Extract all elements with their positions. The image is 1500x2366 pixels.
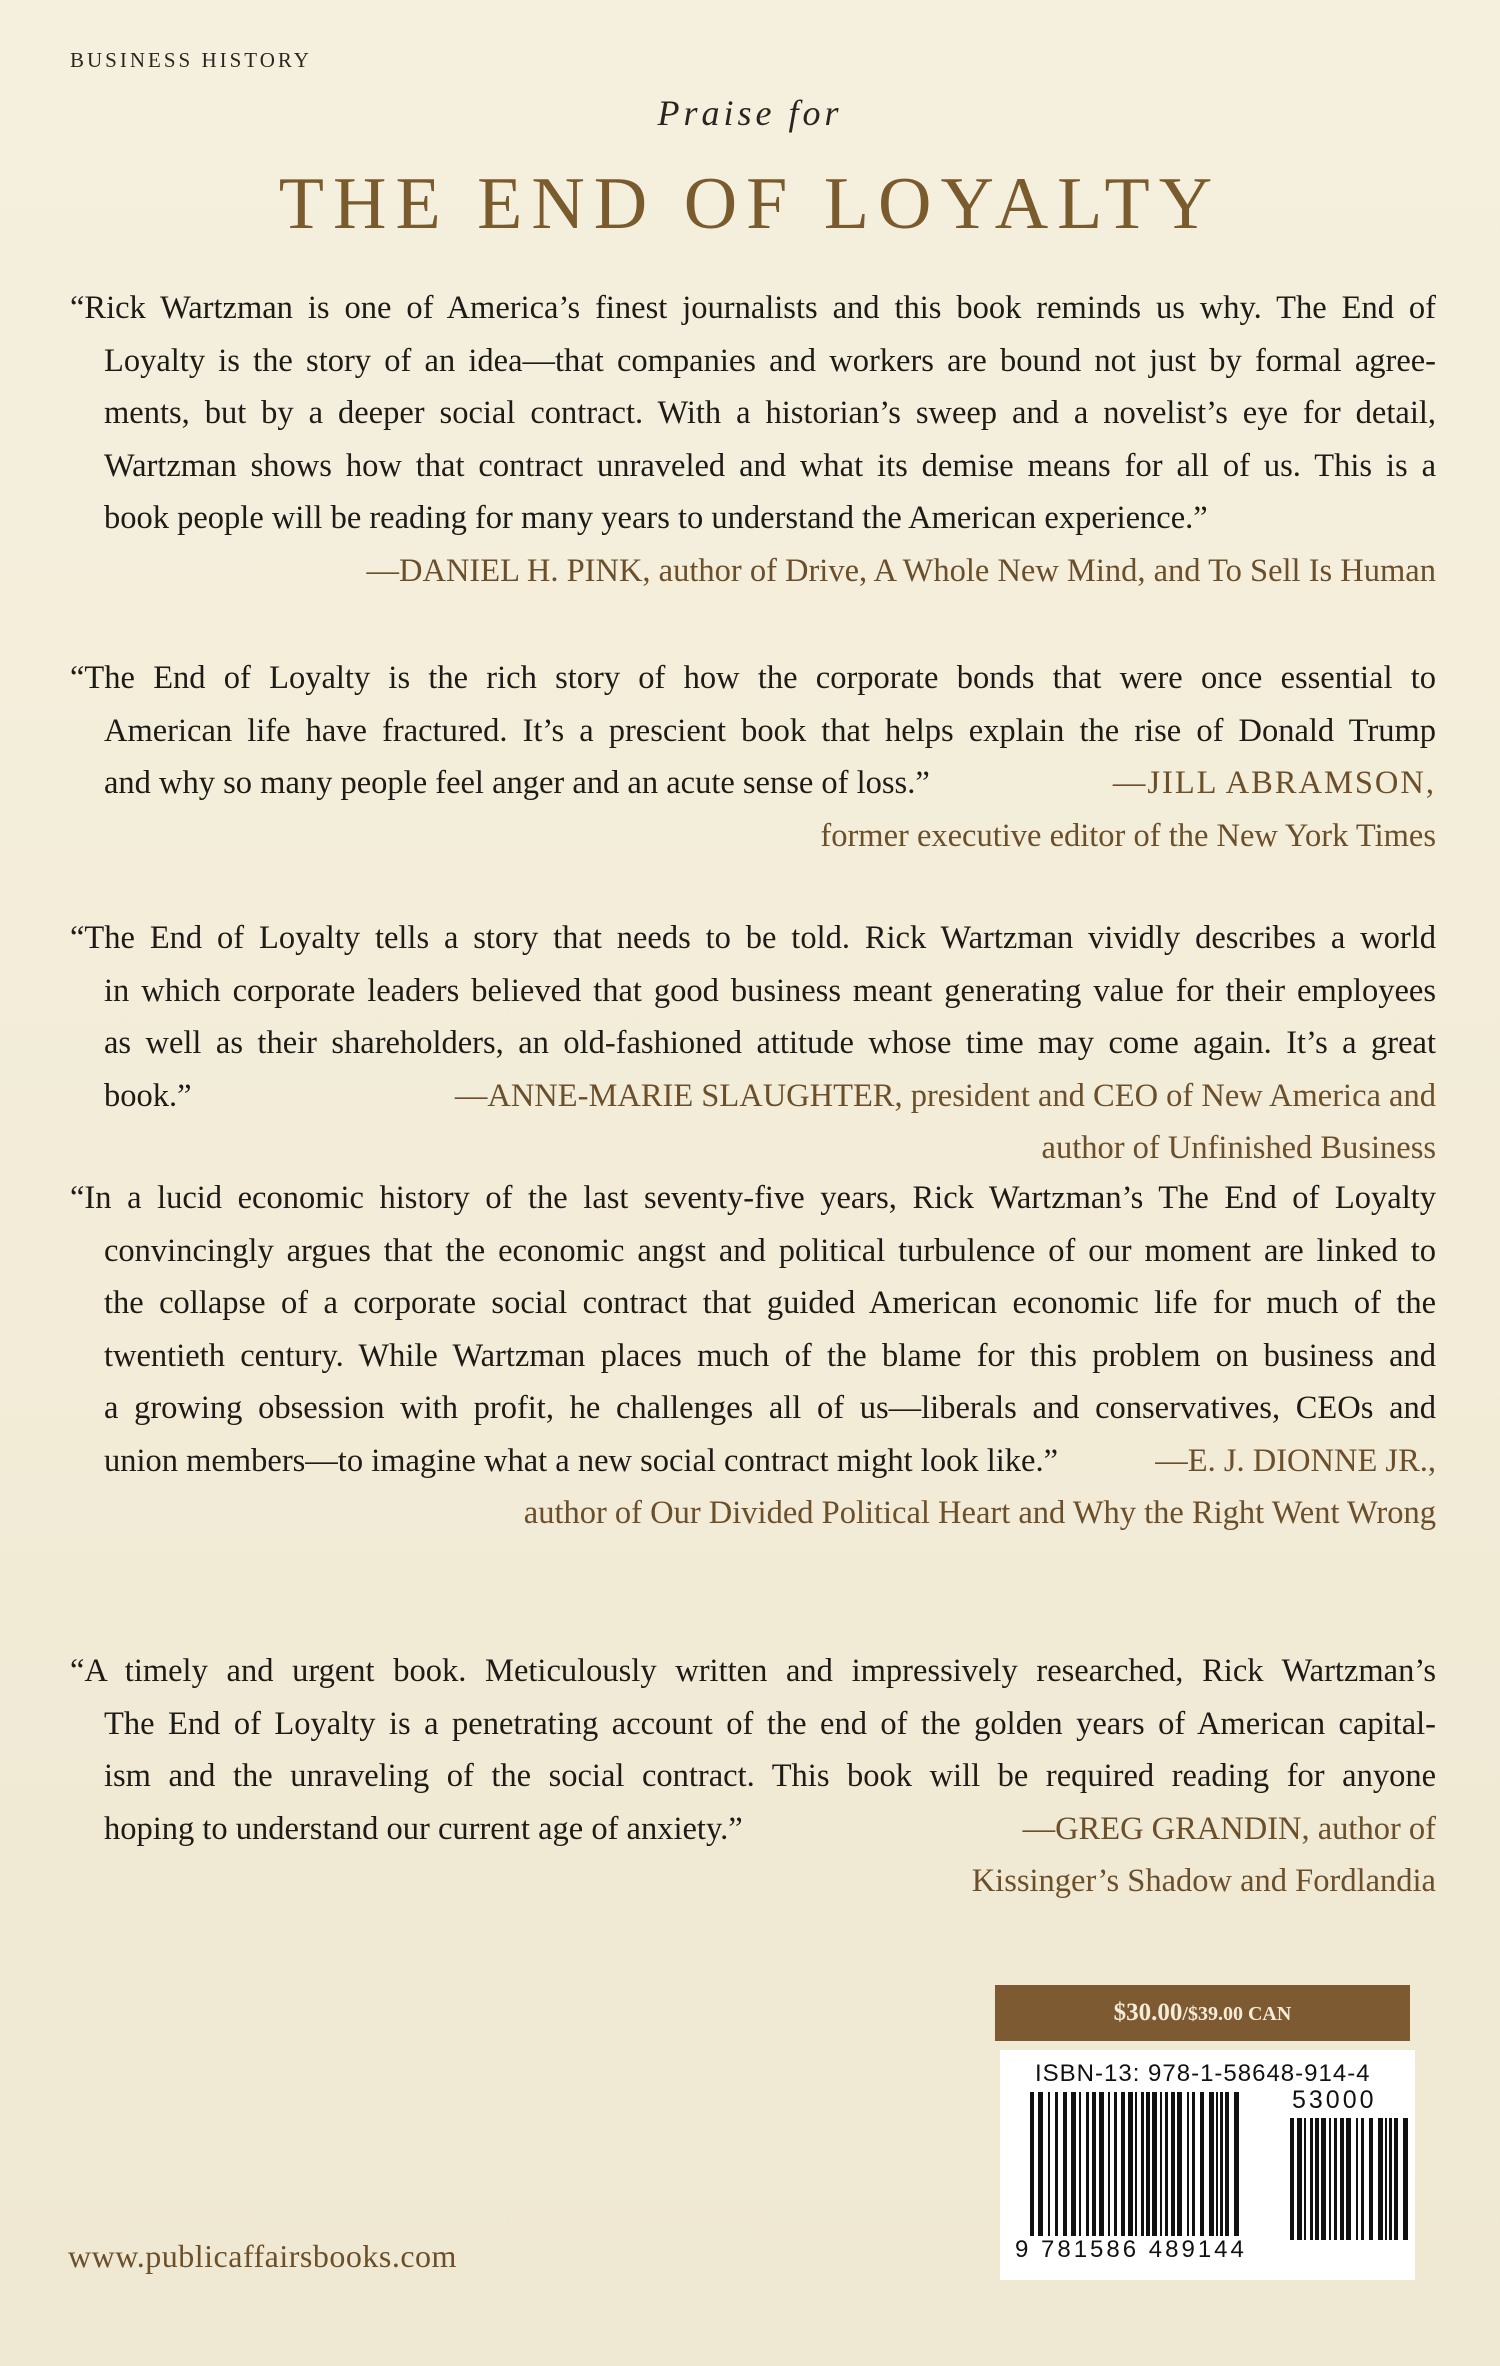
barcode-bar [1234, 2092, 1239, 2236]
barcode-bar [1361, 2118, 1364, 2240]
blurb-attribution: —DANIEL H. PINK, author of Drive, A Whole New Mind, and To Sell Is Human [366, 552, 1436, 589]
blurb-pink [70, 282, 1436, 597]
barcode-bar [1135, 2092, 1137, 2236]
blurb-line: “Rick Wartzman is one of America’s finest journalists and this book reminds us why. The End of [70, 290, 1436, 326]
isbn-label: ISBN-13: 978-1-58648-914-4 [1035, 2060, 1371, 2087]
barcode-block [1000, 2050, 1415, 2280]
price-usd: $30.00 [1113, 1999, 1183, 2026]
barcode-bar [1146, 2092, 1150, 2236]
barcode-bar [1304, 2118, 1306, 2240]
price-code: 53000 [1292, 2086, 1377, 2114]
barcode-bar [1121, 2092, 1125, 2236]
price-can: /$39.00 CAN [1182, 2003, 1292, 2025]
barcode-bar [1030, 2092, 1034, 2236]
blurb-line: union members—to imagine what a new social contract might look like.” [104, 1442, 1058, 1479]
blurb-line: “The End of Loyalty tells a story that needs to be told. Rick Wartzman vividly describes a world [70, 920, 1436, 956]
barcode-bar [1389, 2118, 1392, 2240]
blurb-line: convincingly argues that the economic angst and political turbulence of our moment are linked to [104, 1232, 1436, 1269]
blurb-attribution: author of Our Divided Political Heart and Why the Right Went Wrong [523, 1495, 1436, 1531]
blurb-line: and why so many people feel anger and an acute sense of loss.” [104, 765, 930, 801]
barcode-bar [1385, 2118, 1387, 2240]
barcode-bar [1209, 2092, 1214, 2236]
barcode-bar [1220, 2092, 1223, 2236]
ean-barcode-bars [1030, 2092, 1239, 2236]
blurb-line: American life have fractured. It’s a prescient book that helps explain the rise of Donald Trump [104, 712, 1436, 749]
barcode-bar [1310, 2118, 1313, 2240]
barcode-bar [1290, 2118, 1294, 2240]
barcode-bar [1192, 2092, 1195, 2236]
blurb-attribution-name: —ANNE-MARIE SLAUGHTER, president and CEO of New America and [454, 1077, 1436, 1114]
blurb-attribution-name: —E. J. DIONNE JR., [1155, 1442, 1436, 1479]
blurb-line: The End of Loyalty is a penetrating account of the end of the golden years of American capital- [104, 1705, 1436, 1742]
barcode-bar [1177, 2092, 1182, 2236]
blurb-attribution: author of Unfinished Business [1041, 1130, 1436, 1166]
blurb-line: Loyalty is the story of an idea—that companies and workers are bound not just by formal agree- [104, 342, 1436, 379]
barcode-bar [1086, 2092, 1089, 2236]
blurb-dionne [70, 1172, 1436, 1540]
blurb-line: twentieth century. While Wartzman places much of the blame for this problem on business and [104, 1337, 1436, 1374]
blurb-slaughter [70, 912, 1436, 1175]
barcode-bar [1171, 2092, 1175, 2236]
blurb-line: book.” [104, 1077, 192, 1114]
praise-heading: Praise for [657, 93, 843, 133]
blurb-attribution-name: —JILL ABRAMSON, [1112, 765, 1436, 801]
blurb-grandin [70, 1645, 1436, 1908]
blurb-line: the collapse of a corporate social contract that guided American economic life for much of the [104, 1285, 1436, 1321]
barcode-bar [1200, 2092, 1204, 2236]
barcode-bar [1378, 2118, 1383, 2240]
barcode-bar [1403, 2118, 1408, 2240]
blurb-line: hoping to understand our current age of anxiety.” [104, 1810, 743, 1847]
blurb-line: as well as their shareholders, an old-fashioned attitude whose time may come again. It’s a great [104, 1025, 1436, 1061]
barcode-bar [1321, 2118, 1326, 2240]
barcode-bar [1297, 2118, 1302, 2240]
barcode-bar [1340, 2118, 1344, 2240]
barcode-bar [1114, 2092, 1117, 2236]
barcode-number: 9 781586 489144 [1015, 2236, 1247, 2263]
blurb-line: book people will be reading for many years to understand the American experience.” [104, 500, 1208, 536]
barcode-bar [1063, 2092, 1067, 2236]
blurb-line-with-attribution [70, 1070, 1436, 1123]
blurb-line-with-attribution [70, 1435, 1436, 1488]
category-label: BUSINESS HISTORY [70, 48, 312, 72]
blurb-line: “The End of Loyalty is the rich story of how the corporate bonds that were once essential to [70, 660, 1436, 696]
barcode-bar [1225, 2092, 1229, 2236]
publisher-website: www.publicaffairsbooks.com [68, 2238, 457, 2274]
blurb-attribution: former executive editor of the New York Times [820, 817, 1436, 854]
barcode-bar [1394, 2118, 1398, 2240]
blurb-attribution: Kissinger’s Shadow and Fordlandia [971, 1863, 1436, 1899]
addon-barcode-bars [1290, 2118, 1408, 2240]
barcode-bar [1187, 2092, 1189, 2236]
book-title: THE END OF LOYALTY [278, 163, 1222, 245]
price-band [995, 1985, 1410, 2041]
barcode-bar [1038, 2092, 1043, 2236]
blurb-line-with-attribution [70, 757, 1436, 810]
barcode-bar [1128, 2092, 1133, 2236]
barcode-bar [1055, 2092, 1058, 2236]
barcode-bar [1160, 2092, 1162, 2236]
barcode-bar [1071, 2092, 1076, 2236]
barcode-bar [1141, 2092, 1144, 2236]
blurb-line: ism and the unraveling of the social contract. This book will be required reading for anyone [104, 1758, 1436, 1794]
barcode-bar [1048, 2092, 1050, 2236]
barcode-bar [1099, 2092, 1104, 2236]
barcode-bar [1346, 2118, 1351, 2240]
blurb-line: “A timely and urgent book. Meticulously written and impressively researched, Rick Wartzman’s [70, 1653, 1436, 1689]
barcode-bar [1356, 2118, 1358, 2240]
barcode-bar [1315, 2118, 1319, 2240]
blurb-line: “In a lucid economic history of the last seventy-five years, Rick Wartzman’s The End of Loyalty [70, 1180, 1436, 1216]
barcode-bar [1152, 2092, 1157, 2236]
barcode-bar [1216, 2092, 1218, 2236]
barcode-bar [1329, 2118, 1331, 2240]
barcode-bar [1369, 2118, 1373, 2240]
barcode-bar [1079, 2092, 1081, 2236]
blurb-abramson [70, 652, 1436, 862]
barcode-bar [1165, 2092, 1168, 2236]
barcode-bar [1092, 2092, 1096, 2236]
barcode-bar [1334, 2118, 1337, 2240]
blurb-line-with-attribution [70, 1803, 1436, 1856]
blurb-line: Wartzman shows how that contract unraveled and what its demise means for all of us. This is a [104, 447, 1436, 484]
barcode-bar [1108, 2092, 1110, 2236]
blurb-line: in which corporate leaders believed that good business meant generating value for their employees [104, 972, 1436, 1009]
blurb-line: a growing obsession with profit, he challenges all of us—liberals and conservatives, CEOs and [104, 1390, 1436, 1426]
blurb-attribution-name: —GREG GRANDIN, author of [1022, 1810, 1436, 1847]
blurb-line: ments, but by a deeper social contract. With a historian’s sweep and a novelist’s eye for detail, [104, 395, 1436, 431]
